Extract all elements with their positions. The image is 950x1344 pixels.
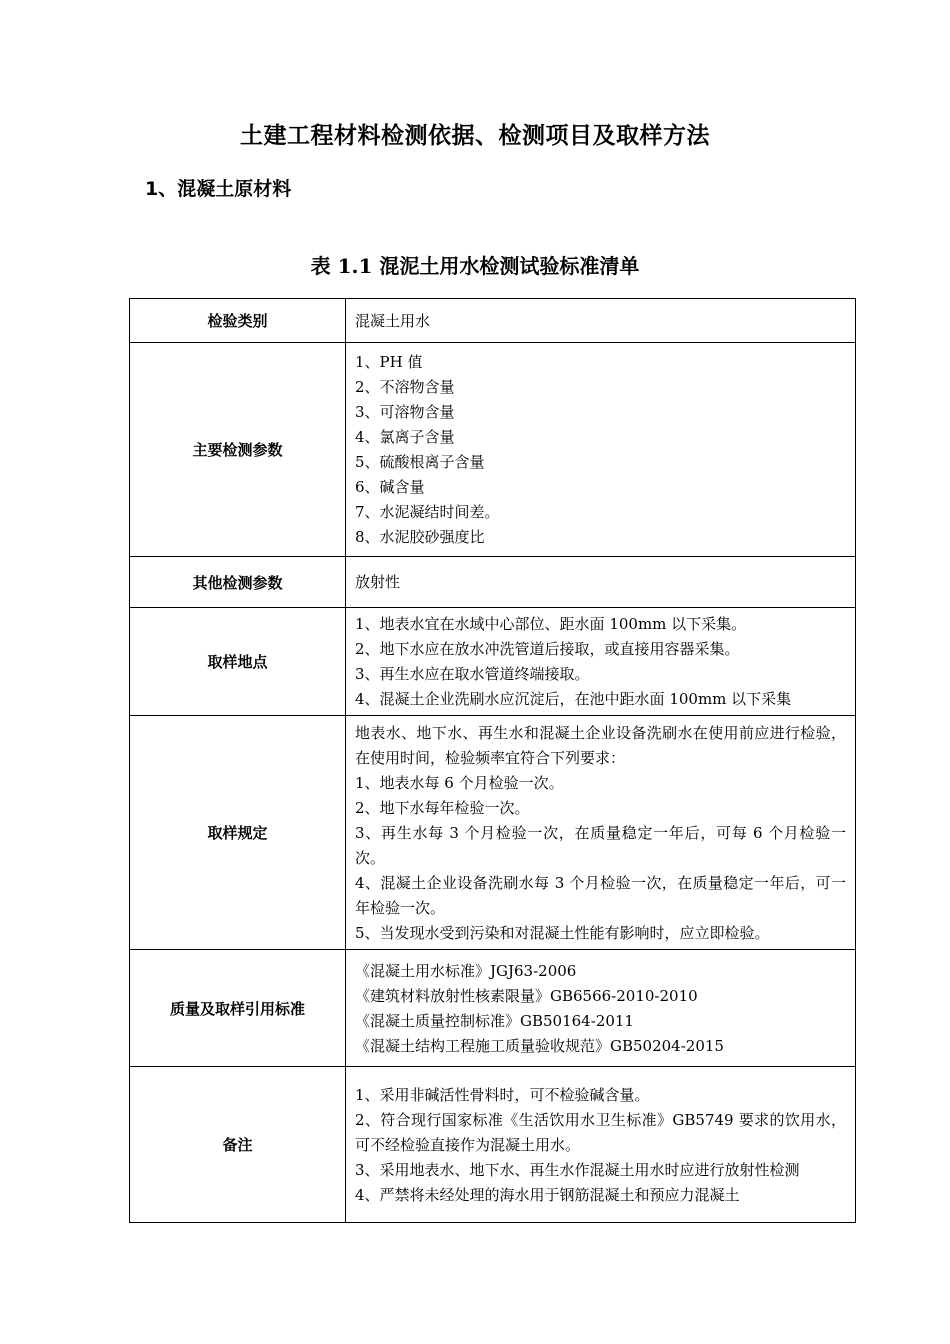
content-line: 1、采用非碱活性骨料时，可不检验碱含量。 <box>355 1085 650 1104</box>
content-line: 3、采用地表水、地下水、再生水作混凝土用水时应进行放射性检测 <box>355 1160 800 1179</box>
row-label-sampling-location: 取样地点 <box>130 608 346 716</box>
section-heading: 1、混凝土原材料 <box>145 178 292 200</box>
table-caption: 表 1.1 混泥土用水检测试验标准清单 <box>310 254 640 278</box>
content-line: 《混凝土质量控制标准》GB50164-2011 <box>355 1011 634 1030</box>
row-label-main-parameters: 主要检测参数 <box>130 343 346 557</box>
row-label-remarks: 备注 <box>130 1067 346 1223</box>
table-row <box>130 1067 856 1223</box>
row-label-sampling-rules: 取样规定 <box>130 716 346 950</box>
content-line: 4、混凝土企业设备洗刷水每 3 个月检验一次，在质量稳定一年后，可一年检验一次。 <box>355 873 846 917</box>
content-line: 2、符合现行国家标准《生活饮用水卫生标准》GB5749 要求的饮用水，可不经检验直接作为混凝土用水。 <box>355 1110 846 1154</box>
table-row <box>130 557 856 608</box>
content-line: 4、严禁将未经处理的海水用于钢筋混凝土和预应力混凝土 <box>355 1185 740 1204</box>
content-line: 放射性 <box>355 573 401 591</box>
content-line: 7、水泥凝结时间差。 <box>355 503 500 521</box>
content-line: 《混凝土用水标准》JGJ63-2006 <box>355 961 577 980</box>
content-line: 2、地下水每年检验一次。 <box>355 798 530 817</box>
content-line: 1、地表水宜在水域中心部位、距水面 100mm 以下采集。 <box>355 615 747 633</box>
row-content-main-parameters <box>346 343 856 557</box>
content-line: 2、地下水应在放水冲洗管道后接取，或直接用容器采集。 <box>355 640 740 658</box>
content-line: 混凝土用水 <box>355 311 431 330</box>
table-row <box>130 343 856 557</box>
row-content-other-parameters <box>346 557 856 608</box>
content-line: 《混凝土结构工程施工质量验收规范》GB50204-2015 <box>355 1036 724 1055</box>
content-line: 5、硫酸根离子含量 <box>355 453 485 471</box>
standards-table <box>129 298 856 1223</box>
content-line: 2、不溶物含量 <box>355 378 455 396</box>
content-line: 8、水泥胶砂强度比 <box>355 528 485 546</box>
row-content-referenced-standards <box>346 950 856 1067</box>
content-line: 4、氯离子含量 <box>355 428 455 446</box>
row-label-inspection-category: 检验类别 <box>130 299 346 343</box>
row-label-other-parameters: 其他检测参数 <box>130 557 346 608</box>
content-line: 3、再生水应在取水管道终端接取。 <box>355 665 590 683</box>
table-row <box>130 299 856 343</box>
content-line: 5、当发现水受到污染和对混凝土性能有影响时，应立即检验。 <box>355 923 770 942</box>
row-content-sampling-location <box>346 608 856 716</box>
table-row <box>130 716 856 950</box>
content-line: 6、碱含量 <box>355 478 425 496</box>
row-label-referenced-standards: 质量及取样引用标准 <box>130 950 346 1067</box>
content-line: 1、PH 值 <box>355 353 423 371</box>
content-line: 3、可溶物含量 <box>355 403 455 421</box>
table-row <box>130 608 856 716</box>
row-content-remarks <box>346 1067 856 1223</box>
content-line: 3、再生水每 3 个月检验一次，在质量稳定一年后，可每 6 个月检验一次。 <box>355 823 846 867</box>
content-line: 4、混凝土企业洗刷水应沉淀后，在池中距水面 100mm 以下采集 <box>355 690 792 708</box>
row-content-inspection-category <box>346 299 856 343</box>
content-line: 1、地表水每 6 个月检验一次。 <box>355 773 564 792</box>
content-line: 《建筑材料放射性核素限量》GB6566-2010-2010 <box>355 986 698 1005</box>
table-row <box>130 950 856 1067</box>
document-title: 土建工程材料检测依据、检测项目及取样方法 <box>240 122 710 149</box>
row-content-sampling-rules <box>346 716 856 950</box>
content-line: 地表水、地下水、再生水和混凝土企业设备洗刷水在使用前应进行检验，在使用时间，检验频率宜符合下列要求： <box>355 723 846 767</box>
